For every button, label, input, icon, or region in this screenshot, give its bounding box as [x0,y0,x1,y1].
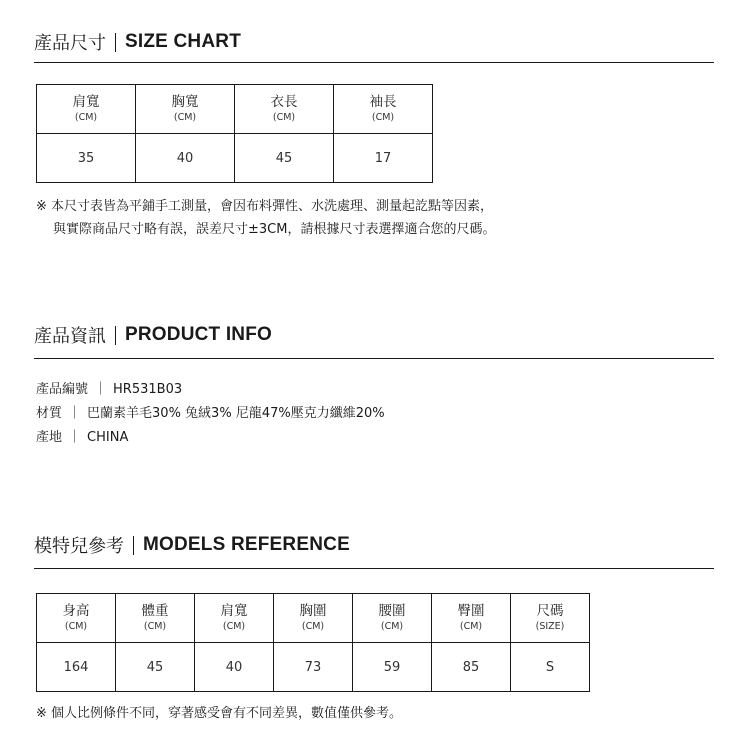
product-info-row-origin [36,426,385,450]
size-chart-value-cell: 40 [136,134,235,183]
models-header-cell: 尺碼 (SIZE) [511,594,590,643]
info-key: 材質 [36,406,63,421]
product-info-row-material [36,402,385,426]
size-chart-heading [34,29,241,55]
product-info-list [36,378,385,450]
models-value-cell: 85 [432,643,511,692]
size-chart-header-cell: 袖長 (CM) [334,85,433,134]
models-value-cell: 40 [195,643,274,692]
models-value-row [37,643,590,692]
models-value-cell: S [511,643,590,692]
models-value-cell: 59 [353,643,432,692]
models-reference-title-zh: 模特兒參考 [34,536,124,557]
product-info-title-zh: 產品資訊 [34,326,106,347]
models-header-cell: 腰圍 (CM) [353,594,432,643]
size-chart-value-row [37,134,433,183]
size-chart-header-cell: 胸寬 (CM) [136,85,235,134]
models-value-cell: 164 [37,643,116,692]
size-chart-rule [34,62,714,63]
size-chart-table [36,84,433,183]
size-chart-header-cell: 衣長 (CM) [235,85,334,134]
models-header-cell: 肩寬 (CM) [195,594,274,643]
size-chart-note-line1: ※ 本尺寸表皆為平鋪手工測量，會因布料彈性、水洗處理、測量起訖點等因素， [36,199,494,214]
product-info-heading [34,322,272,348]
heading-divider [115,33,116,52]
size-chart-header-row [37,85,433,134]
size-chart-value-cell: 45 [235,134,334,183]
info-value: CHINA [87,430,129,445]
product-info-title-en: PRODUCT INFO [125,324,273,345]
models-header-cell: 胸圍 (CM) [274,594,353,643]
models-value-cell: 73 [274,643,353,692]
size-chart-title-en: SIZE CHART [125,31,241,52]
size-chart-note-line2: 與實際商品尺寸略有誤，誤差尺寸±3CM，請根據尺寸表選擇適合您的尺碼。 [53,222,496,237]
models-header-cell: 身高 (CM) [37,594,116,643]
models-reference-title-en: MODELS REFERENCE [143,534,350,555]
info-key: 產地 [36,430,63,445]
size-chart-value-cell: 17 [334,134,433,183]
models-reference-heading [34,532,350,558]
models-reference-rule [34,568,714,569]
models-value-cell: 45 [116,643,195,692]
heading-divider [115,326,116,345]
info-value: HR531B03 [113,382,183,397]
models-header-row [37,594,590,643]
info-separator: ｜ [94,382,108,397]
models-reference-note: ※ 個人比例條件不同，穿著感受會有不同差異，數值僅供參考。 [36,706,403,721]
info-separator: ｜ [68,430,82,445]
models-reference-table [36,593,590,692]
product-info-rule [34,358,714,359]
size-chart-header-cell: 肩寬 (CM) [37,85,136,134]
info-separator: ｜ [68,406,82,421]
models-header-cell: 臀圍 (CM) [432,594,511,643]
size-chart-title-zh: 產品尺寸 [34,33,106,54]
info-value: 巴蘭素羊毛30% 兔絨3% 尼龍47%壓克力纖維20% [87,406,385,421]
heading-divider [133,536,134,555]
product-info-row-code [36,378,385,402]
info-key: 產品編號 [36,382,89,397]
models-header-cell: 體重 (CM) [116,594,195,643]
size-chart-value-cell: 35 [37,134,136,183]
size-chart-note [36,195,495,241]
